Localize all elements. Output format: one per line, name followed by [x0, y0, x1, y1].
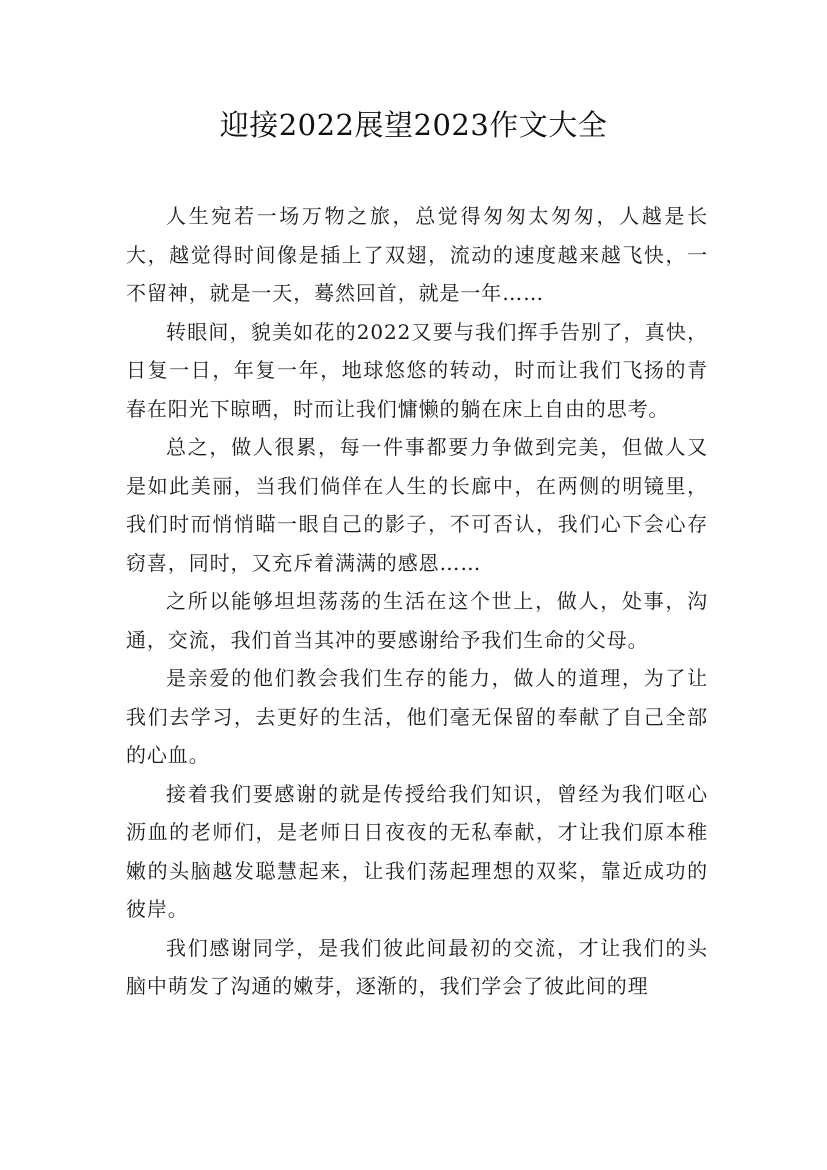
paragraph: 人生宛若一场万物之旅，总觉得匆匆太匆匆，人越是长大，越觉得时间像是插上了双翅，流动的速度越来越飞快，一不留神，就是一天，蓦然回首，就是一年……: [126, 204, 708, 305]
paragraph: 之所以能够坦坦荡荡的生活在这个世上，做人，处事，沟通，交流，我们首当其冲的要感谢给予我们生命的父母。: [126, 589, 708, 652]
paragraph: 接着我们要感谢的就是传授给我们知识，曾经为我们呕心沥血的老师们，是老师日日夜夜的无私奉献，才让我们原本稚嫩的头脑越发聪慧起来，让我们荡起理想的双桨，靠近成功的彼岸。: [126, 781, 708, 921]
document-title: 迎接2022展望2023作文大全: [219, 108, 608, 142]
paragraph: 转眼间，貌美如花的2022又要与我们挥手告别了，真快，日复一日，年复一年，地球悠悠的转动，时而让我们飞扬的青春在阳光下晾晒，时而让我们慵懒的躺在床上自由的思考。: [126, 319, 708, 421]
paragraph: 我们感谢同学，是我们彼此间最初的交流，才让我们的头脑中萌发了沟通的嫩芽，逐渐的，我们学会了彼此间的理: [126, 935, 708, 998]
paragraph: 总之，做人很累，每一件事都要力争做到完美，但做人又是如此美丽，当我们倘佯在人生的长廊中，在两侧的明镜里，我们时而悄悄瞄一眼自己的影子，不可否认，我们心下会心存窃喜，同时，又充斥着满满的感恩……: [126, 435, 708, 575]
paragraph: 是亲爱的他们教会我们生存的能力，做人的道理，为了让我们去学习，去更好的生活，他们毫无保留的奉献了自己全部的心血。: [126, 666, 708, 767]
document-body: [126, 197, 708, 1006]
